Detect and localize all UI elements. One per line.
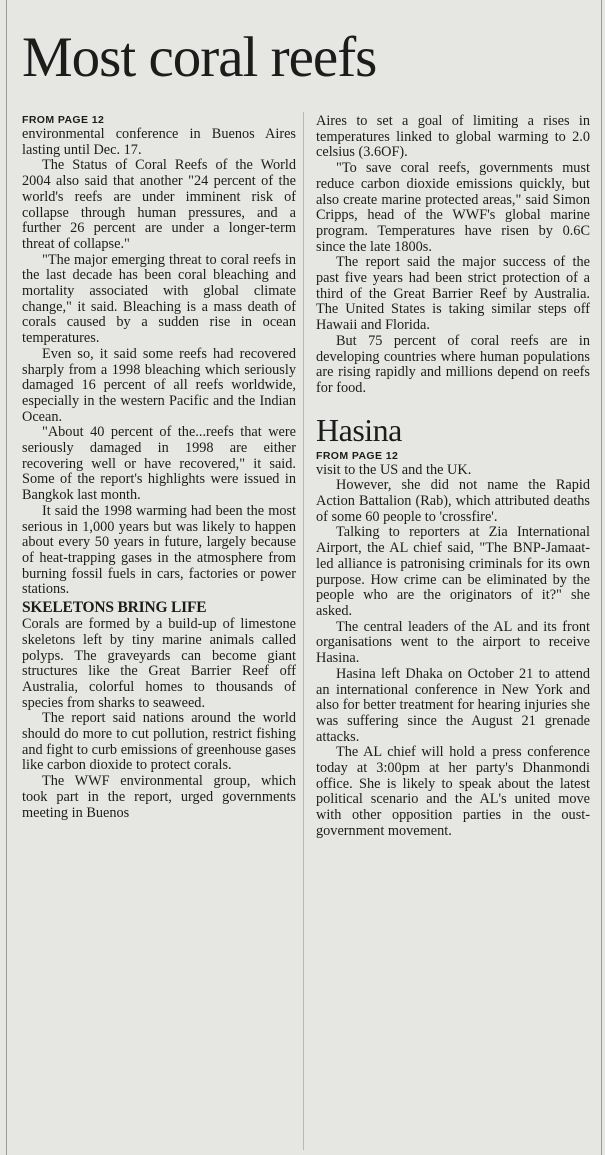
paragraph: It said the 1998 warming had been the most serious in 1,000 years but was likely to happen about every 50 years in future, largely because of heat-trapping gases in the atmosphere from burning fossil fuels in cars, factories or power stations. [22,502,296,598]
paragraph: The Status of Coral Reefs of the World 2004 also said that another "24 percent of the world's reefs are under imminent risk of collapse through human pressures, and a further 26 percent are under a longer-term threat of collapse." [22,157,296,252]
paragraph: Aires to set a goal of limiting a rises in temperatures linked to global warming to 2.0 celsius (3.6OF). [316,113,590,161]
paragraph: The WWF environmental group, which took part in the report, urged governments meeting in Buenos [22,773,296,821]
paragraph: Corals are formed by a build-up of limestone skeletons left by tiny marine animals called polyps. The graveyards can become giant structures like the Great Barrier Reef off Australia, colorful homes to thousands of species from sharks to seaweed. [22,616,296,711]
left-border-rule [6,0,7,1155]
paragraph: "The major emerging threat to coral reefs in the last decade has been coral bleaching and mortality associated with global climate change," it said. Bleaching is a mass death of corals caused by a sudden rise in ocean temperatures. [22,251,296,347]
paragraph: Hasina left Dhaka on October 21 to attend an international conference in New York and also for better treatment for hearing injuries she was suffering since the August 21 grenade attacks. [316,665,590,745]
column-divider [303,112,304,1150]
paragraph: visit to the US and the UK. [316,461,472,478]
right-column [316,114,590,840]
subheading: SKELETONS BRING LIFE [22,599,207,617]
section-headline: Hasina [316,411,402,448]
continuation-kicker: FROM PAGE 12 [316,449,399,462]
paragraph: environmental conference in Buenos Aires lasting until Dec. 17. [22,126,296,158]
paragraph: The report said nations around the world should do more to cut pollution, restrict fishing and fight to curb emissions of greenhouse gases like carbon dioxide to protect corals. [22,710,296,774]
paragraph: "To save coral reefs, governments must reduce carbon dioxide emissions quickly, but also create marine protected areas," said Simon Cripps, head of the WWF's global marine program. Temperatures have risen by 0.6C since the late 1800s. [316,160,590,255]
left-column [22,114,296,821]
paragraph: However, she did not name the Rapid Action Battalion (Rab), which attributed deaths of some 60 people to 'crossfire'. [316,477,590,525]
paragraph: The AL chief will hold a press conference today at 3:00pm at her party's Dhanmondi office. She is likely to speak about the latest political scenario and the AL's united move with other opposition parties in the oust-government movement. [316,744,590,839]
paragraph: Even so, it said some reefs had recovered sharply from a 1998 bleaching which seriously damaged 16 percent of all reefs worldwide, especially in the western Pacific and the Indian Ocean. [22,345,296,425]
paragraph: "About 40 percent of the...reefs that were seriously damaged in 1998 are either recovering well or have recovered," it said. Some of the report's highlights were issued in Bangkok last month. [22,424,296,504]
paragraph: The report said the major success of the past five years had been strict protection of a third of the Great Barrier Reef by Australia. The United States is taking similar steps off Hawaii and Florida. [316,254,590,334]
continuation-kicker: FROM PAGE 12 [22,114,105,126]
right-border-rule [601,0,602,1155]
paragraph: Talking to reporters at Zia International Airport, the AL chief said, "The BNP-Jamaat-led alliance is patronising criminals for its own purpose. How crime can be eliminated by the people who are the originators of it?" she asked. [316,524,590,619]
paragraph: But 75 percent of coral reefs are in developing countries where human populations are rising rapidly and millions depend on reefs for food. [316,332,590,396]
headline: Most coral reefs [22,26,377,89]
paragraph: The central leaders of the AL and its front organisations went to the airport to receive Hasina. [316,618,590,667]
